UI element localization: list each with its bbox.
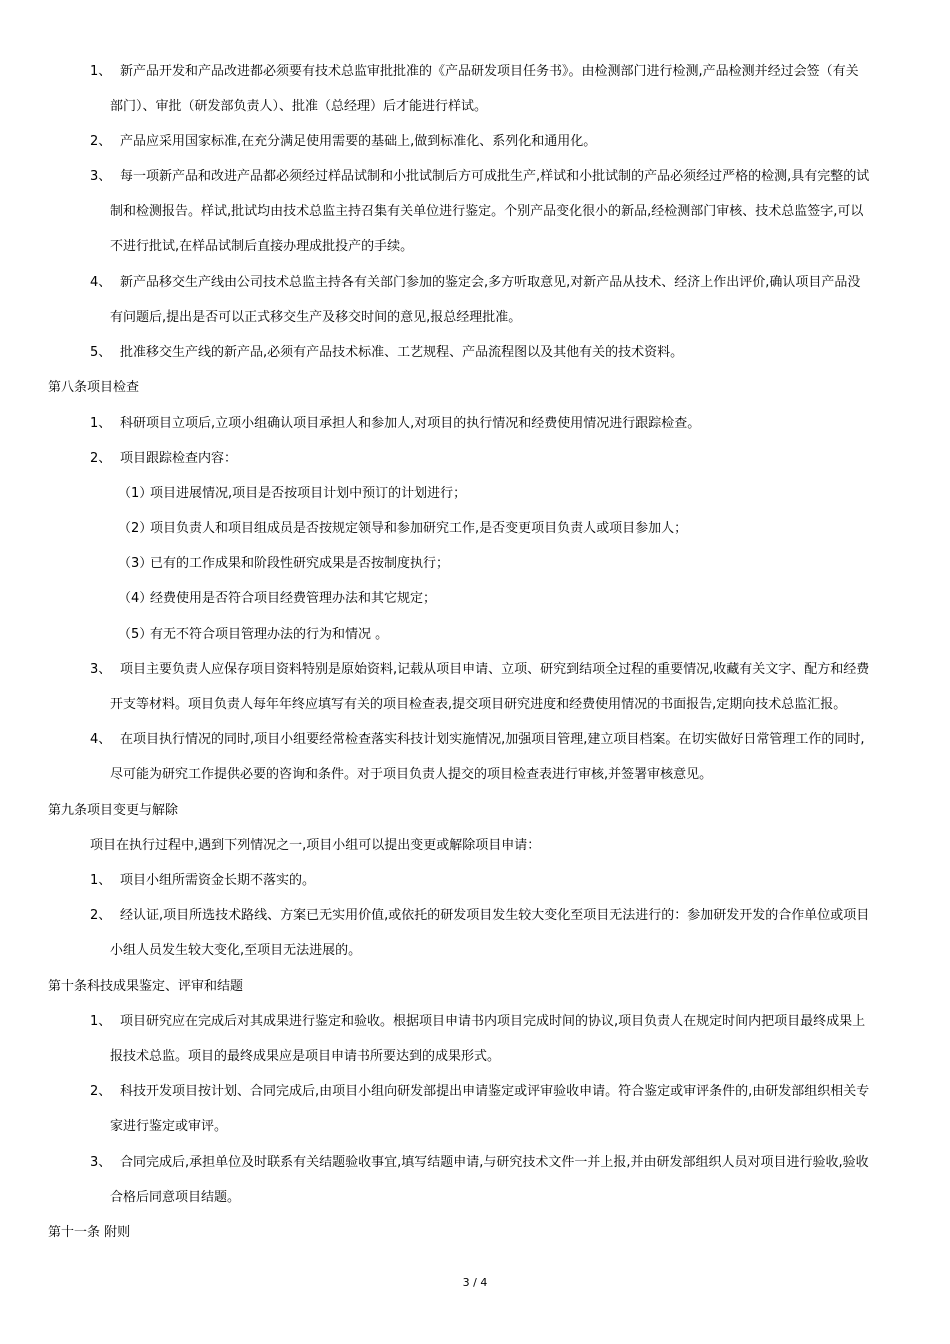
- sub-list-number: （5）: [118, 627, 153, 642]
- list-number: 2、: [90, 134, 112, 149]
- section-heading: 第十一条 附则: [48, 1225, 131, 1240]
- list-number: 1、: [90, 64, 112, 79]
- list-text-continued: 尽可能为研究工作提供必要的咨询和条件。对于项目负责人提交的项目检查表进行审核,并签署审核意见。: [110, 767, 713, 782]
- list-text: 新产品开发和产品改进都必须要有技术总监审批批准的《产品研发项目任务书》。由检测部门进行检测,产品检测并经过会签（有关: [120, 64, 859, 79]
- list-number: 5、: [90, 345, 112, 360]
- list-number: 4、: [90, 275, 112, 290]
- list-text: 经认证,项目所选技术路线、方案已无实用价值,或依托的研发项目发生较大变化至项目无法进行的：参加研发开发的合作单位或项目: [120, 908, 870, 923]
- list-text: 项目跟踪检查内容：: [120, 451, 238, 466]
- list-text-continued: 不进行批试,在样品试制后直接办理成批投产的手续。: [110, 239, 414, 254]
- list-number: 2、: [90, 908, 112, 923]
- list-text: 批准移交生产线的新产品,必须有产品技术标准、工艺规程、产品流程图以及其他有关的技术资料。: [120, 345, 684, 360]
- list-text: 在项目执行情况的同时,项目小组要经常检查落实科技计划实施情况,加强项目管理,建立项目档案。在切实做好日常管理工作的同时,: [120, 732, 865, 747]
- page-number: 3 / 4: [462, 1276, 488, 1289]
- sub-list-text: 项目进展情况,项目是否按项目计划中预订的计划进行；: [150, 486, 467, 501]
- list-number: 2、: [90, 451, 112, 466]
- list-text-continued: 合格后同意项目结题。: [110, 1190, 241, 1205]
- paragraph: 项目在执行过程中,遇到下列情况之一,项目小组可以提出变更或解除项目申请：: [90, 838, 541, 853]
- list-text: 新产品移交生产线由公司技术总监主持各有关部门参加的鉴定会,多方听取意见,对新产品从技术、经济上作出评价,确认项目产品没: [120, 275, 861, 290]
- list-text: 项目小组所需资金长期不落实的。: [120, 873, 316, 888]
- list-text: 每一项新产品和改进产品都必须经过样品试制和小批试制后方可成批生产,样试和小批试制的产品必须经过严格的检测,具有完整的试: [120, 169, 870, 184]
- list-text-continued: 制和检测报告。样试,批试均由技术总监主持召集有关单位进行鉴定。个别产品变化很小的新品,经检测部门审核、技术总监签字,可以: [110, 204, 864, 219]
- list-number: 3、: [90, 662, 112, 677]
- list-text-continued: 部门）、审批（研发部负责人）、批准（总经理）后才能进行样试。: [110, 99, 488, 114]
- list-number: 4、: [90, 732, 112, 747]
- list-text-continued: 报技术总监。项目的最终成果应是项目申请书所要达到的成果形式。: [110, 1049, 501, 1064]
- sub-list-number: （2）: [118, 521, 153, 536]
- section-heading: 第九条项目变更与解除: [48, 803, 179, 818]
- sub-list-text: 经费使用是否符合项目经费管理办法和其它规定；: [150, 591, 437, 606]
- list-text-continued: 有问题后,提出是否可以正式移交生产及移交时间的意见,报总经理批准。: [110, 310, 522, 325]
- list-number: 2、: [90, 1084, 112, 1099]
- list-number: 3、: [90, 1155, 112, 1170]
- list-text: 产品应采用国家标准,在充分满足使用需要的基础上,做到标准化、系列化和通用化。: [120, 134, 597, 149]
- section-heading: 第八条项目检查: [48, 380, 140, 395]
- sub-list-text: 项目负责人和项目组成员是否按规定领导和参加研究工作,是否变更项目负责人或项目参加人；: [150, 521, 688, 536]
- list-text-continued: 家进行鉴定或审评。: [110, 1119, 228, 1134]
- list-number: 1、: [90, 873, 112, 888]
- sub-list-number: （3）: [118, 556, 153, 571]
- section-heading: 第十条科技成果鉴定、评审和结题: [48, 979, 244, 994]
- list-text: 项目研究应在完成后对其成果进行鉴定和验收。根据项目申请书内项目完成时间的协议,项目负责人在规定时间内把项目最终成果上: [120, 1014, 866, 1029]
- list-number: 3、: [90, 169, 112, 184]
- list-text: 项目主要负责人应保存项目资料特别是原始资料,记载从项目申请、立项、研究到结项全过程的重要情况,收藏有关文字、配方和经费: [120, 662, 870, 677]
- list-number: 1、: [90, 416, 112, 431]
- list-text-continued: 小组人员发生较大变化,至项目无法进展的。: [110, 943, 362, 958]
- list-text: 科研项目立项后,立项小组确认项目承担人和参加人,对项目的执行情况和经费使用情况进行跟踪检查。: [120, 416, 701, 431]
- sub-list-number: （4）: [118, 591, 153, 606]
- sub-list-text: 已有的工作成果和阶段性研究成果是否按制度执行；: [150, 556, 450, 571]
- sub-list-text: 有无不符合项目管理办法的行为和情况 。: [150, 627, 389, 642]
- list-number: 1、: [90, 1014, 112, 1029]
- sub-list-number: （1）: [118, 486, 153, 501]
- list-text: 合同完成后,承担单位及时联系有关结题验收事宜,填写结题申请,与研究技术文件一并上报,并由研发部组织人员对项目进行验收,验收: [120, 1155, 869, 1170]
- list-text-continued: 开支等材料。项目负责人每年年终应填写有关的项目检查表,提交项目研究进度和经费使用情况的书面报告,定期向技术总监汇报。: [110, 697, 847, 712]
- list-text: 科技开发项目按计划、合同完成后,由项目小组向研发部提出申请鉴定或评审验收申请。符合鉴定或审评条件的,由研发部组织相关专: [120, 1084, 870, 1099]
